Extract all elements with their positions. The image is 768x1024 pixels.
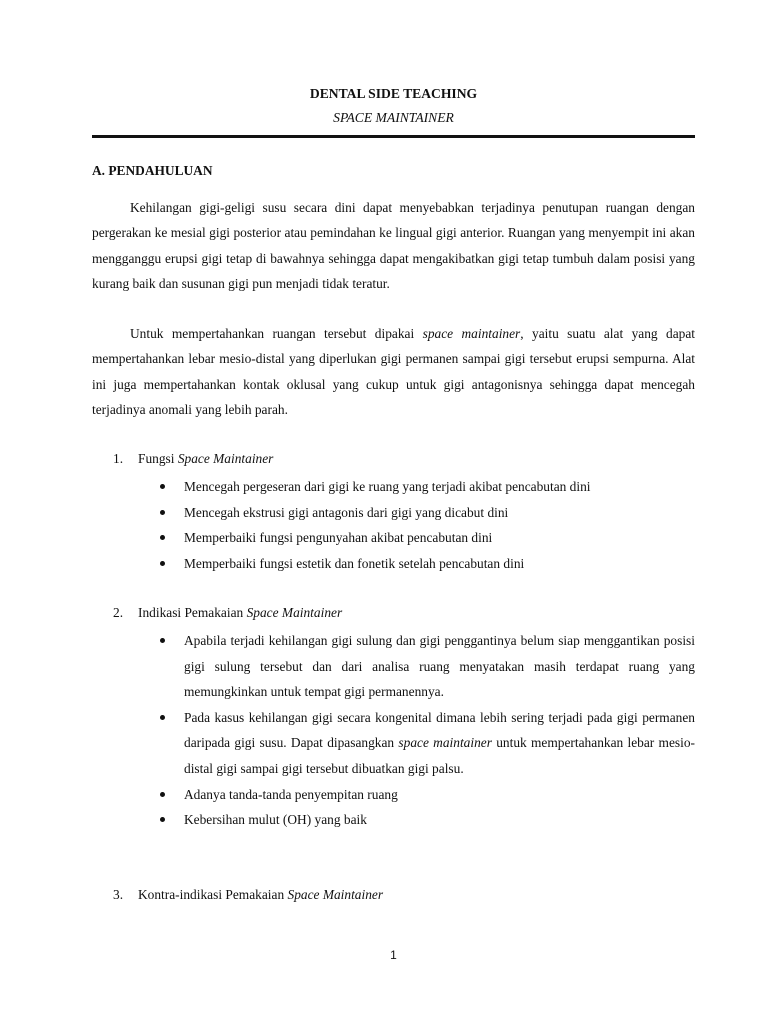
list-item-text: Mencegah ekstrusi gigi antagonis dari gigi yang dicabut dini xyxy=(184,504,509,520)
list-item-text-rest: untuk mempertahankan lebar mesio-distal gigi sampai gigi tersebut dibuatkan gigi palsu. xyxy=(184,735,695,776)
page-number: 1 xyxy=(390,948,397,962)
list-item-text: Mencegah pergeseran dari gigi ke ruang yang terjadi akibat pencabutan dini xyxy=(184,479,591,494)
list-item xyxy=(158,807,695,833)
list-item xyxy=(158,474,695,500)
list-title-fungsi xyxy=(113,451,273,467)
list-label-italic: Space Maintainer xyxy=(287,887,384,902)
list-item-text: Adanya tanda-tanda penyempitan ruang xyxy=(184,786,398,802)
list-label: Kontra-indikasi Pemakaian xyxy=(138,887,288,902)
list-item xyxy=(158,500,695,526)
bullet-list-fungsi xyxy=(158,474,695,576)
list-item xyxy=(158,628,695,705)
paragraph-2-text: Untuk mempertahankan ruangan tersebut dipakai xyxy=(130,326,423,341)
bullet-icon xyxy=(160,817,165,822)
list-item-text: Apabila terjadi kehilangan gigi sulung dan gigi penggantinya belum siap menggantikan posisi gigi sulung tersebut dan dari analisa ruang menyatakan masih terdapat ruang yang memungkinkan untuk tempat gigi permanennya. xyxy=(184,633,695,700)
list-label: Indikasi Pemakaian xyxy=(138,605,247,620)
list-item-text: Memperbaiki fungsi estetik dan fonetik setelah pencabutan dini xyxy=(184,555,525,571)
bullet-icon xyxy=(160,535,165,540)
list-number: 3. xyxy=(113,887,124,902)
list-item-text: Memperbaiki fungsi pengunyahan akibat pencabutan dini xyxy=(184,530,493,546)
bullet-icon xyxy=(160,484,165,489)
list-item xyxy=(158,782,695,808)
document-title: DENTAL SIDE TEACHING xyxy=(309,86,478,101)
bullet-icon xyxy=(160,638,165,643)
bullet-list-indikasi xyxy=(158,628,695,833)
title-divider xyxy=(92,135,695,138)
list-number: 2. xyxy=(113,605,124,620)
list-label: Fungsi xyxy=(138,451,178,466)
list-item xyxy=(158,705,695,782)
section-heading-pendahuluan: A. PENDAHULUAN xyxy=(92,163,213,178)
list-title-kontra-indikasi xyxy=(113,887,383,903)
bullet-icon xyxy=(160,561,165,566)
bullet-icon xyxy=(160,510,165,515)
paragraph-2-text-rest: , yaitu suatu alat yang dapat mempertahankan lebar mesio-distal yang diperlukan gigi permanen sampai gigi tersebut erupsi sempurna. Alat ini juga mempertahankan kontak oklusal yang cukup untuk gigi antagonisnya sehingga dapat mencegah terjadinya anomali yang lebih parah. xyxy=(92,326,695,417)
list-item-text: Pada kasus kehilangan gigi secara kongenital dimana lebih sering terjadi pada gigi permanen daripada gigi susu. Dapat dipasangkan xyxy=(184,709,695,751)
document-page xyxy=(92,0,695,1024)
list-title-indikasi xyxy=(113,605,342,621)
list-item-italic: space maintainer xyxy=(398,735,492,751)
bullet-icon xyxy=(160,715,165,720)
bullet-icon xyxy=(160,792,165,797)
list-label-italic: Space Maintainer xyxy=(177,451,274,466)
paragraph-2-italic: space maintainer xyxy=(422,326,521,341)
paragraph-2 xyxy=(92,321,695,422)
list-number: 1. xyxy=(113,451,124,466)
list-item xyxy=(158,525,695,551)
list-label-italic: Space Maintainer xyxy=(246,605,343,620)
paragraph-1: Kehilangan gigi-geligi susu secara dini dapat menyebabkan terjadinya penutupan ruangan dengan pergerakan ke mesial gigi posterior atau pemindahan ke lingual gigi anterior. Ruangan yang menyempit ini akan mengganggu erupsi gigi tetap di bawahnya sehingga dapat mengakibatkan gigi tetap tumbuh dalam posisi yang kurang baik dan susunan gigi pun menjadi tidak teratur. xyxy=(92,200,695,291)
list-item xyxy=(158,551,695,577)
document-subtitle: SPACE MAINTAINER xyxy=(333,110,454,125)
list-item-text: Kebersihan mulut (OH) yang baik xyxy=(184,812,367,828)
